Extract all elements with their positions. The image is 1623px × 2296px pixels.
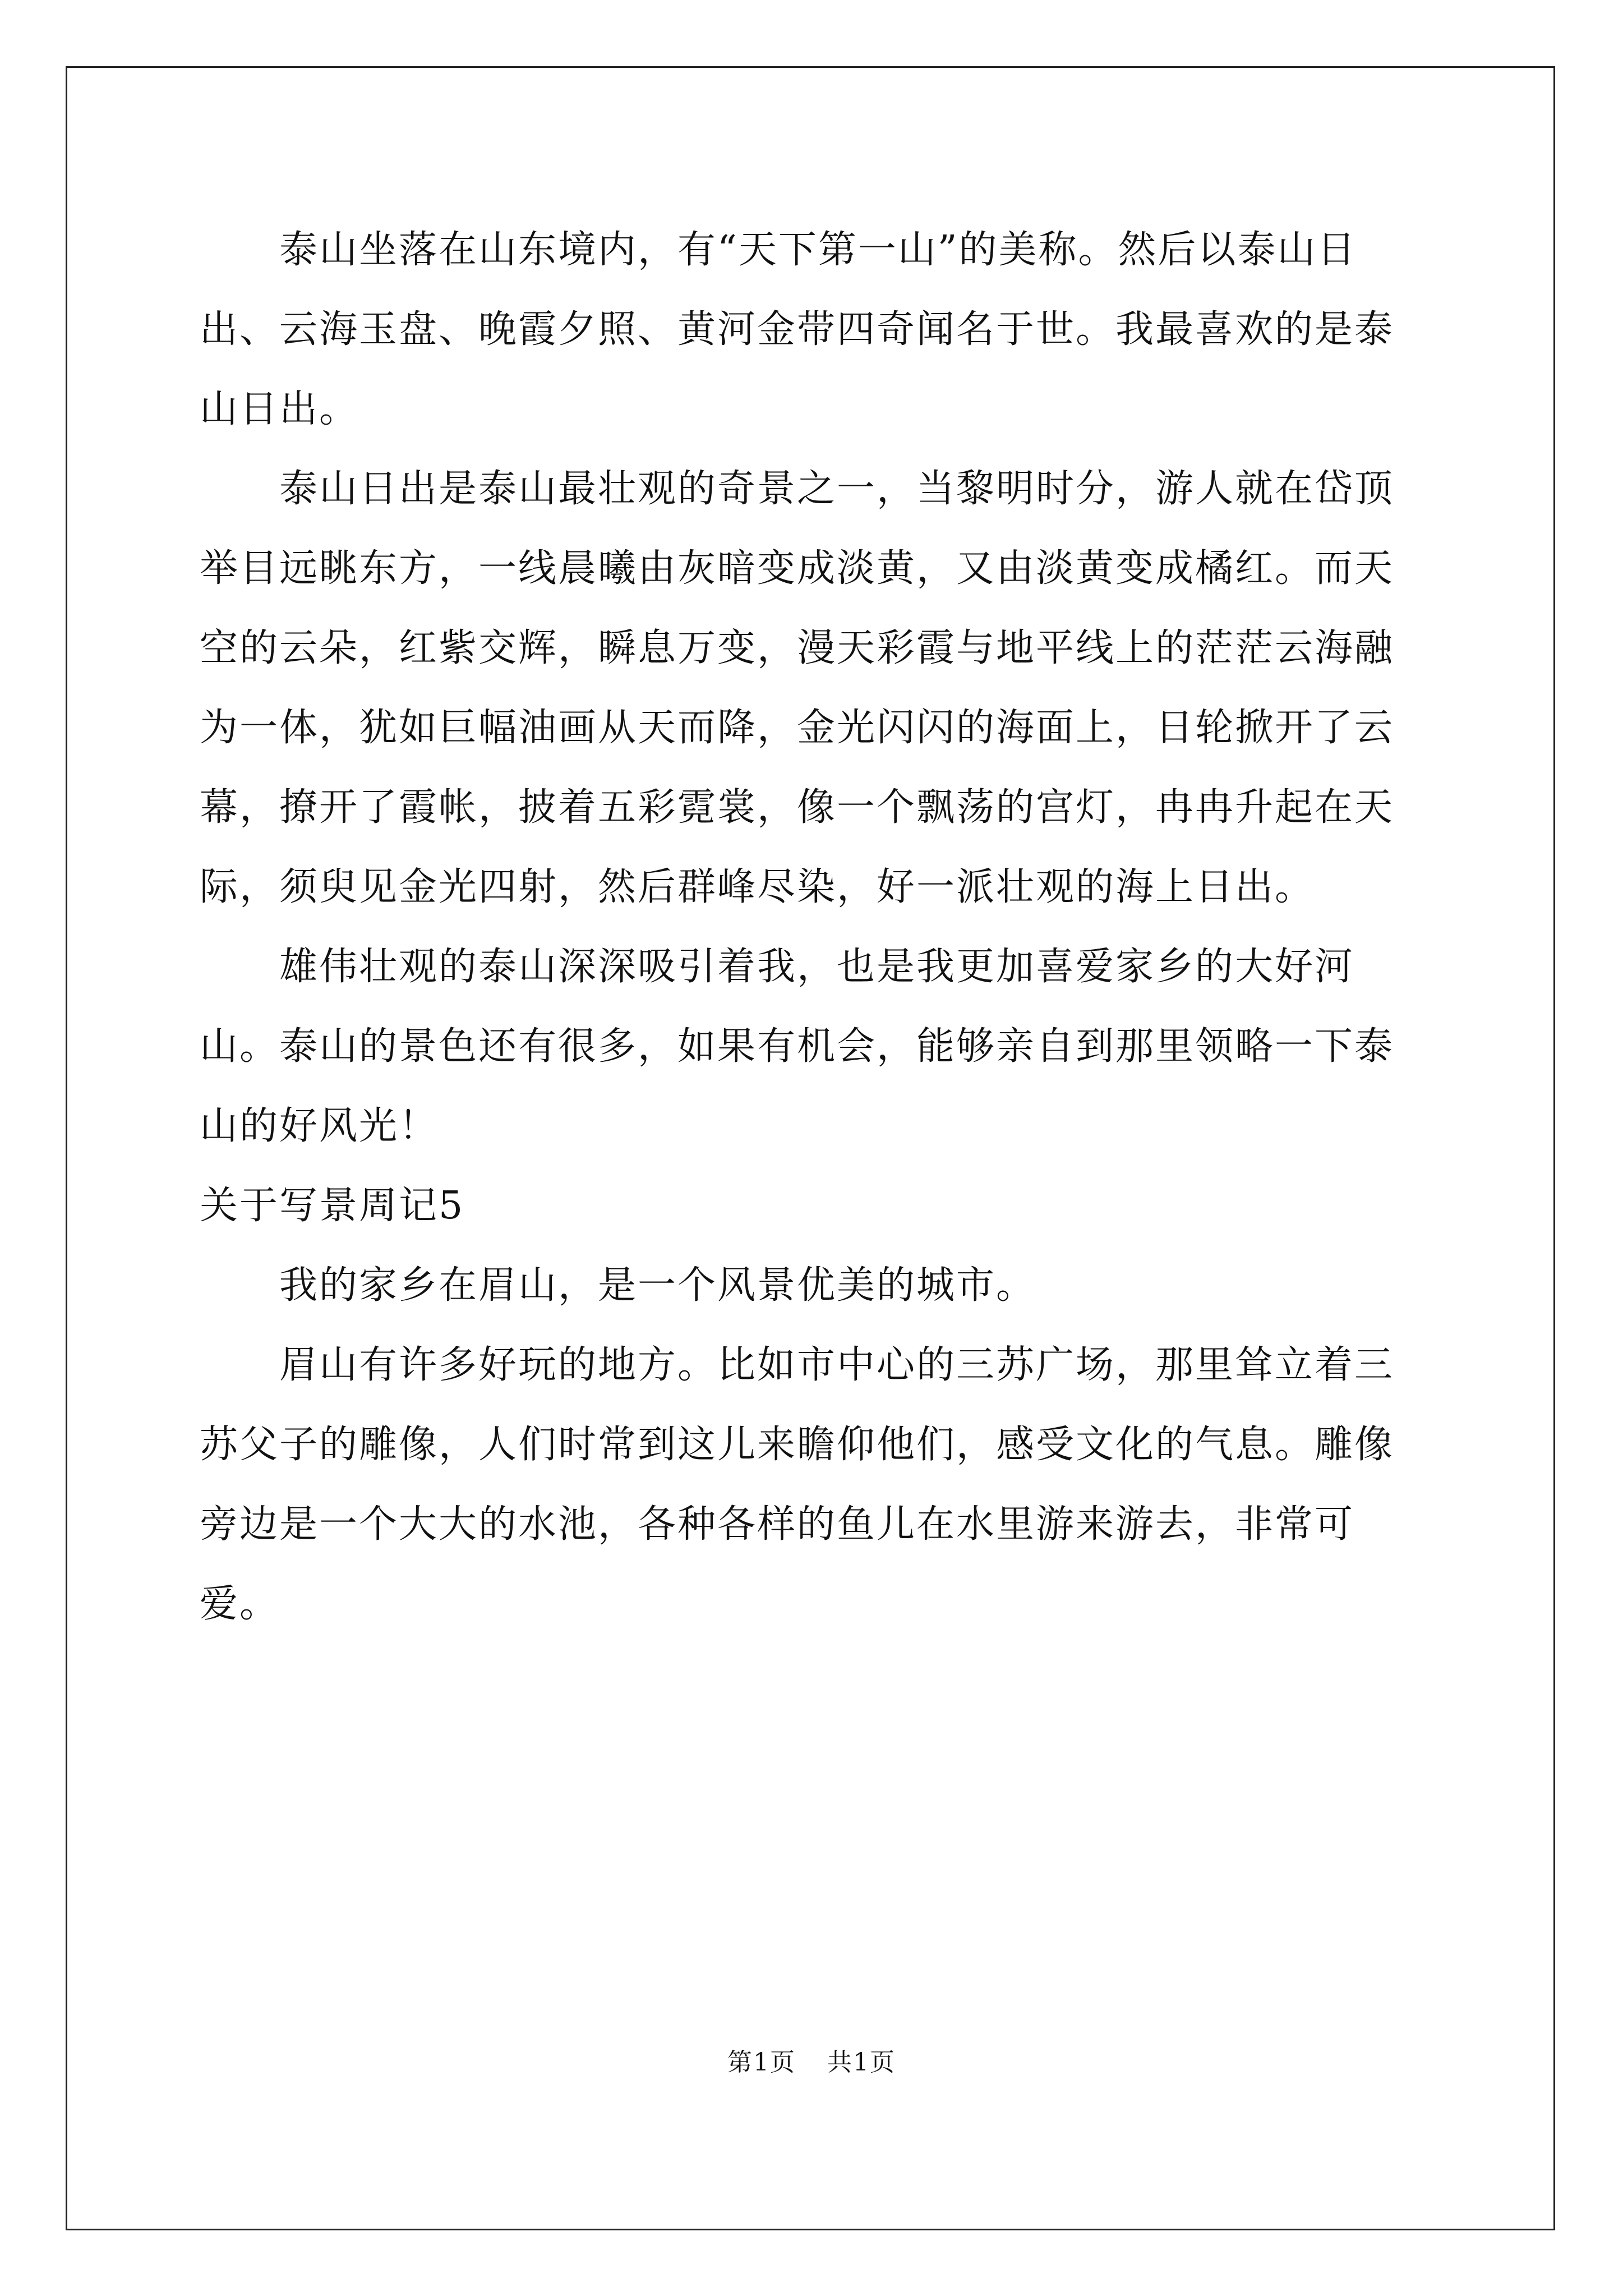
paragraph-taishan-intro: 泰山坐落在山东境内，有“天下第一山”的美称。然后以泰山日出、云海玉盘、晚霞夕照、黄河金带四奇闻名于世。我最喜欢的是泰山日出。 xyxy=(200,228,1395,431)
page-total: 共1页 xyxy=(827,2048,896,2077)
section-heading: 关于写景周记5 xyxy=(200,1184,465,1228)
paragraph-meishan-intro: 我的家乡在眉山，是一个风景优美的城市。 xyxy=(279,1263,1036,1308)
paragraph-meishan-places: 眉山有许多好玩的地方。比如市中心的三苏广场，那里耸立着三苏父子的雕像，人们时常到这儿来瞻仰他们，感受文化的气息。雕像旁边是一个大大的水池，各种各样的鱼儿在水里游来游去，非常可爱。 xyxy=(200,1343,1395,1626)
document-body xyxy=(200,210,1428,1644)
paragraph-taishan-closing: 雄伟壮观的泰山深深吸引着我，也是我更加喜爱家乡的大好河山。泰山的景色还有很多，如果有机会，能够亲自到那里领略一下泰山的好风光！ xyxy=(200,945,1395,1148)
page-footer xyxy=(0,2042,1623,2078)
paragraph-taishan-sunrise: 泰山日出是泰山最壮观的奇景之一，当黎明时分，游人就在岱顶举目远眺东方，一线晨曦由灰暗变成淡黄，又由淡黄变成橘红。而天空的云朵，红紫交辉，瞬息万变，漫天彩霞与地平线上的茫茫云海融为一体，犹如巨幅油画从天而降，金光闪闪的海面上，日轮掀开了云幕，撩开了霞帐，披着五彩霓裳，像一个飘荡的宫灯，冉冉升起在天际，须臾见金光四射，然后群峰尽染，好一派壮观的海上日出。 xyxy=(200,467,1395,909)
page-number: 第1页 xyxy=(727,2048,796,2077)
